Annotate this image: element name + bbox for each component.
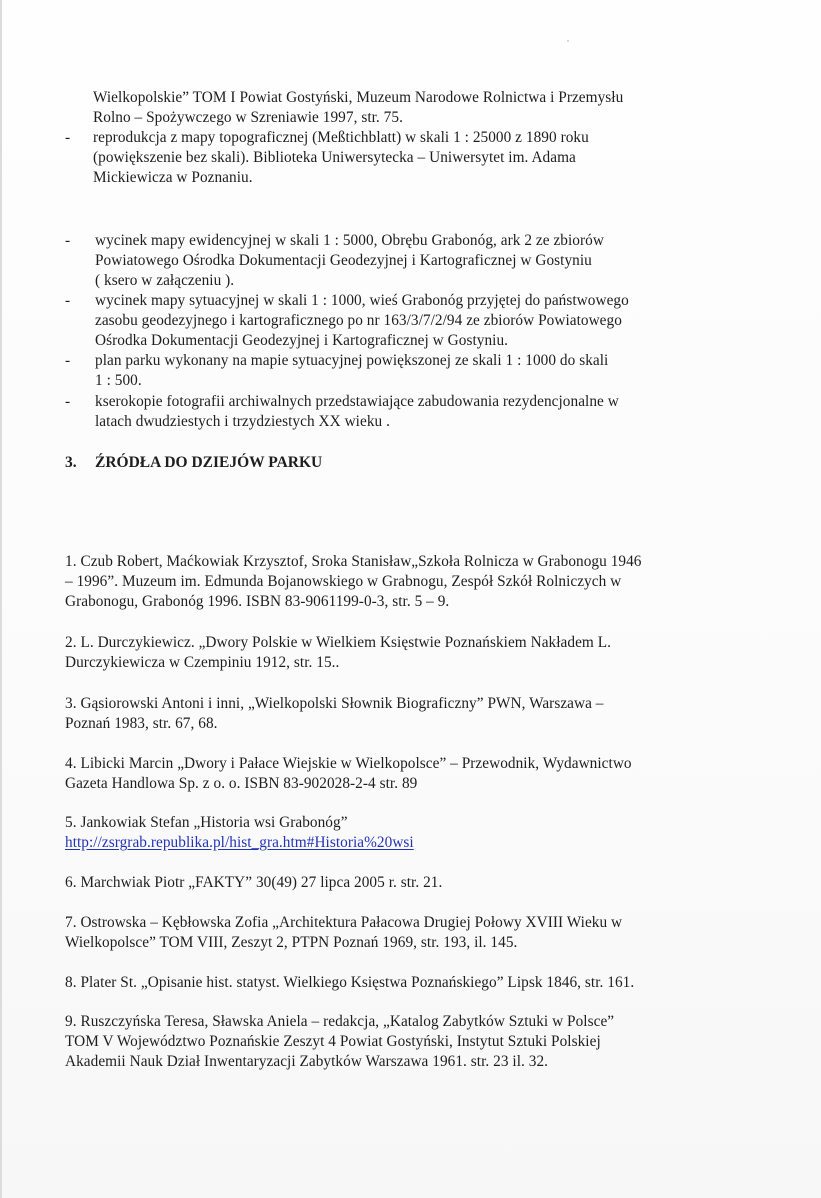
illustration-1-line-2: Powiatowego Ośrodka Dokumentacji Geodezyjnej i Kartograficznej w Gostyniu bbox=[95, 252, 592, 269]
top-line-2: Rolno – Spożywczego w Szreniawie 1997, str. 75. bbox=[93, 109, 403, 126]
illustration-1-line-1: wycinek mapy ewidencyjnej w skali 1 : 5000, Obrębu Grabonóg, ark 2 ze zbiorów bbox=[95, 232, 604, 249]
bullet-dash: - bbox=[65, 352, 71, 369]
illustration-2-line-3: Ośrodka Dokumentacji Geodezyjnej i Kartograficznej w Gostyniu. bbox=[95, 332, 509, 349]
illustration-1-line-3: ( ksero w załączeniu ). bbox=[95, 272, 235, 289]
source-1-line-1: 1. Czub Robert, Maćkowiak Krzysztof, Sroka Stanisław„Szkoła Rolnicza w Grabonogu 1946 bbox=[65, 553, 642, 570]
source-3-line-1: 3. Gąsiorowski Antoni i inni, „Wielkopolski Słownik Biograficzny” PWN, Warszawa – bbox=[65, 695, 604, 712]
illustration-4-line-2: latach dwudziestych i trzydziestych XX wieku . bbox=[95, 413, 390, 430]
section-heading: ŹRÓDŁA DO DZIEJÓW PARKU bbox=[95, 454, 323, 471]
section-number: 3. bbox=[65, 454, 77, 471]
top-line-5: Mickiewicza w Poznaniu. bbox=[93, 169, 253, 186]
source-5-line-1: 5. Jankowiak Stefan „Historia wsi Grabonóg” bbox=[65, 814, 348, 831]
source-9-line-3: Akademii Nauk Dział Inwentaryzacji Zabytków Warszawa 1961. str. 23 il. 32. bbox=[65, 1053, 549, 1070]
source-4-line-1: 4. Libicki Marcin „Dwory i Pałace Wiejskie w Wielkopolsce” – Przewodnik, Wydawnictwo bbox=[65, 755, 632, 772]
source-6-line-1: 6. Marchwiak Piotr „FAKTY” 30(49) 27 lipca 2005 r. str. 21. bbox=[65, 874, 443, 891]
source-7-line-2: Wielkopolsce” TOM VIII, Zeszyt 2, PTPN Poznań 1969, str. 193, il. 145. bbox=[65, 934, 518, 951]
illustration-4-line-1: kserokopie fotografii archiwalnych przedstawiające zabudowania rezydencjonalne w bbox=[95, 393, 619, 410]
source-4-line-2: Gazeta Handlowa Sp. z o. o. ISBN 83-902028-2-4 str. 89 bbox=[65, 775, 418, 792]
bullet-dash: - bbox=[65, 129, 71, 146]
source-9-line-2: TOM V Województwo Poznańskie Zeszyt 4 Powiat Gostyński, Instytut Sztuki Polskiej bbox=[65, 1033, 601, 1050]
source-2-line-2: Durczykiewicza w Czempiniu 1912, str. 15.. bbox=[65, 654, 340, 671]
illustration-3-line-1: plan parku wykonany na mapie sytuacyjnej powiększonej ze skali 1 : 1000 do skali bbox=[95, 352, 609, 369]
source-3-line-2: Poznań 1983, str. 67, 68. bbox=[65, 715, 218, 732]
illustration-3-line-2: 1 : 500. bbox=[95, 372, 142, 389]
source-2-line-1: 2. L. Durczykiewicz. „Dwory Polskie w Wielkiem Księstwie Poznańskiem Nakładem L. bbox=[65, 634, 612, 651]
source-1-line-2: – 1996”. Muzeum im. Edmunda Bojanowskiego w Grabnogu, Zespół Szkół Rolniczych w bbox=[65, 573, 622, 590]
bullet-dash: - bbox=[65, 393, 71, 410]
source-7-line-1: 7. Ostrowska – Kębłowska Zofia „Architektura Pałacowa Drugiej Połowy XVIII Wieku w bbox=[65, 914, 623, 931]
illustration-2-line-2: zasobu geodezyjnego i kartograficznego po nr 163/3/7/2/94 ze zbiorów Powiatowego bbox=[95, 312, 622, 329]
illustration-2-line-1: wycinek mapy sytuacyjnej w skali 1 : 1000, wieś Grabonóg przyjętej do państwowego bbox=[95, 292, 629, 309]
source-9-line-1: 9. Ruszczyńska Teresa, Sławska Aniela – redakcja, „Katalog Zabytków Sztuki w Polsce” bbox=[65, 1013, 615, 1030]
source-8-line-1: 8. Plater St. „Opisanie hist. statyst. Wielkiego Księstwa Poznańskiego” Lipsk 1846, str. 161. bbox=[65, 974, 635, 991]
source-5-link[interactable]: http://zsrgrab.republika.pl/hist_gra.htm#Historia%20wsi bbox=[65, 834, 414, 851]
source-1-line-3: Grabonogu, Grabonóg 1996. ISBN 83-9061199-0-3, str. 5 – 9. bbox=[65, 593, 450, 610]
top-line-3: reprodukcja z mapy topograficznej (Meßtichblatt) w skali 1 : 25000 z 1890 roku bbox=[93, 129, 589, 146]
top-line-1: Wielkopolskie” TOM I Powiat Gostyński, Muzeum Narodowe Rolnictwa i Przemysłu bbox=[93, 89, 624, 106]
bullet-dash: - bbox=[65, 292, 71, 309]
top-line-4: (powiększenie bez skali). Biblioteka Uniwersytecka – Uniwersytet im. Adama bbox=[93, 149, 576, 166]
bullet-dash: - bbox=[65, 232, 71, 249]
scan-speck bbox=[567, 40, 569, 42]
